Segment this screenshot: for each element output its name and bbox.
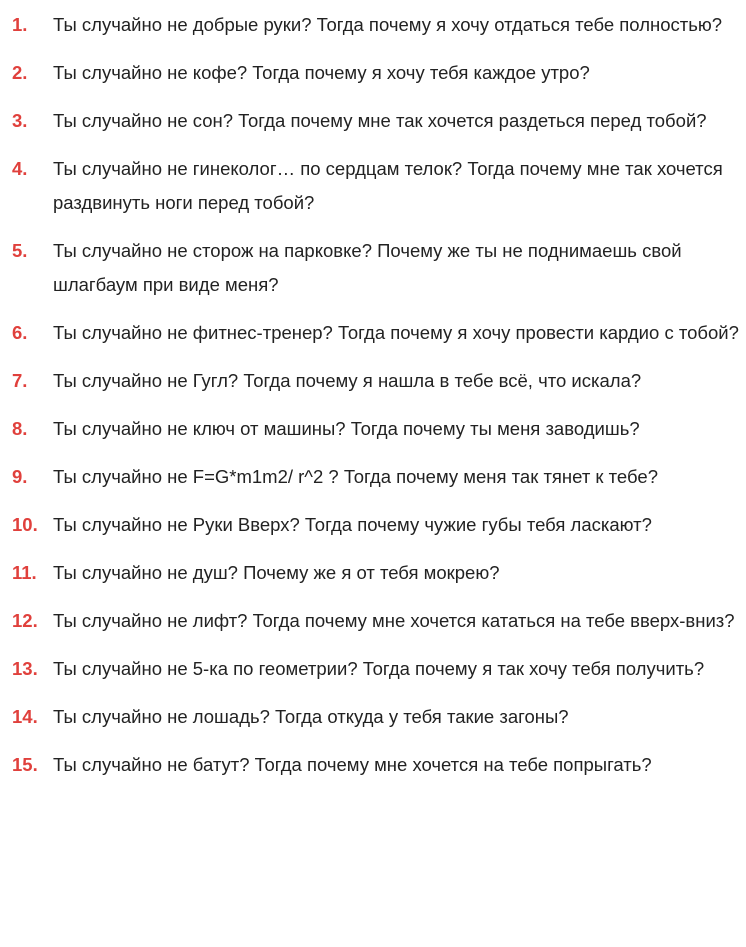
- item-number: 4.: [12, 158, 28, 179]
- item-text: Ты случайно не 5-ка по геометрии? Тогда почему я так хочу тебя получить?: [53, 658, 705, 679]
- list-item: [0, 556, 746, 590]
- item-number: 14.: [12, 706, 38, 727]
- item-text: Ты случайно не сон? Тогда почему мне так хочется раздеться перед тобой?: [53, 110, 707, 131]
- item-number: 7.: [12, 370, 28, 391]
- list-item: [0, 8, 746, 42]
- list-item: [0, 604, 746, 638]
- item-text: Ты случайно не батут? Тогда почему мне хочется на тебе попрыгать?: [53, 754, 652, 775]
- list-item: [0, 412, 746, 446]
- list-item: [0, 56, 746, 90]
- item-number: 13.: [12, 658, 38, 679]
- item-text: Ты случайно не лифт? Тогда почему мне хочется кататься на тебе вверх-вниз?: [53, 610, 735, 631]
- list-item: [0, 364, 746, 398]
- list-item: [0, 652, 746, 686]
- item-number: 11.: [12, 562, 37, 583]
- list-item: [0, 104, 746, 138]
- item-text: Ты случайно не ключ от машины? Тогда почему ты меня заводишь?: [53, 418, 640, 439]
- item-number: 2.: [12, 62, 28, 83]
- item-number: 15.: [12, 754, 38, 775]
- item-text: Ты случайно не Руки Вверх? Тогда почему чужие губы тебя ласкают?: [53, 514, 652, 535]
- item-number: 5.: [12, 240, 28, 261]
- item-text: Ты случайно не F=G*m1m2/ r^2 ? Тогда почему меня так тянет к тебе?: [53, 466, 658, 487]
- list-item: [0, 700, 746, 734]
- item-text: Ты случайно не добрые руки? Тогда почему я хочу отдаться тебе полностью?: [53, 14, 723, 35]
- item-text: Ты случайно не гинеколог… по сердцам телок? Тогда почему мне так хочется раздвинуть ноги перед тобой?: [53, 158, 723, 213]
- item-number: 3.: [12, 110, 28, 131]
- item-number: 12.: [12, 610, 38, 631]
- list-item: [0, 748, 746, 782]
- list-item: [0, 316, 746, 350]
- list-item: [0, 508, 746, 542]
- list-item: [0, 234, 746, 302]
- item-text: Ты случайно не Гугл? Тогда почему я нашла в тебе всё, что искала?: [53, 370, 642, 391]
- item-text: Ты случайно не душ? Почему же я от тебя мокрею?: [53, 562, 500, 583]
- item-number: 10.: [12, 514, 38, 535]
- item-number: 8.: [12, 418, 28, 439]
- item-text: Ты случайно не сторож на парковке? Почему же ты не поднимаешь свой шлагбаум при виде меня?: [53, 240, 682, 295]
- list-item: [0, 152, 746, 220]
- item-number: 1.: [12, 14, 28, 35]
- item-text: Ты случайно не лошадь? Тогда откуда у тебя такие загоны?: [53, 706, 569, 727]
- item-number: 6.: [12, 322, 28, 343]
- item-text: Ты случайно не кофе? Тогда почему я хочу тебя каждое утро?: [53, 62, 590, 83]
- list-item: [0, 460, 746, 494]
- item-number: 9.: [12, 466, 28, 487]
- item-text: Ты случайно не фитнес-тренер? Тогда почему я хочу провести кардио с тобой?: [53, 322, 739, 343]
